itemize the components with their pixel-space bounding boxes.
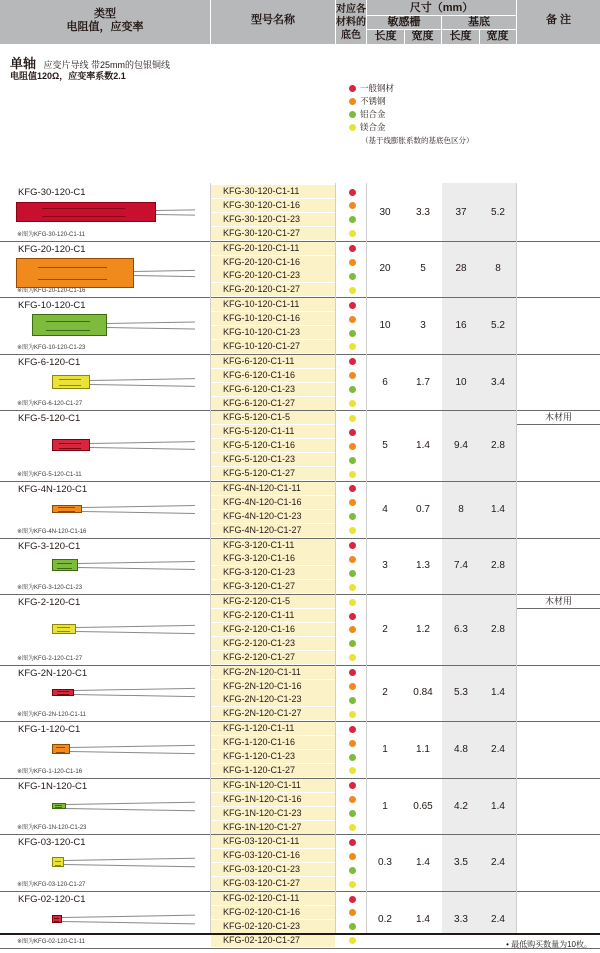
header-grid-length: 长度: [374, 30, 397, 42]
model-name: KFG-3-120-C1-27: [211, 580, 335, 593]
material-dot-icon: [349, 330, 356, 337]
header-divider: [366, 0, 367, 44]
dimension-grid-length: 2: [382, 623, 388, 635]
strain-gauge-image: [52, 803, 66, 809]
lead-wire: [76, 625, 195, 628]
model-name: KFG-3-120-C1-11: [211, 539, 335, 552]
group-name: KFG-30-120-C1: [18, 187, 86, 198]
material-dot-icon: [349, 386, 356, 393]
material-dot-icon: [349, 400, 356, 407]
dimension-grid-length: 10: [379, 320, 391, 331]
material-dot-icon: [349, 287, 356, 294]
column-divider: [210, 183, 211, 933]
dimension-base-length: 10: [455, 376, 467, 388]
dimension-grid-width: 1.3: [416, 560, 430, 572]
lead-wire: [64, 864, 195, 867]
legend-label: 一般钢材: [360, 83, 395, 93]
group-name: KFG-5-120-C1: [18, 413, 81, 425]
group-image-note: ※图为KFG-1N-120-C1-23: [17, 825, 87, 832]
header-divider: [335, 0, 336, 44]
dimension-grid-width: 0.7: [416, 503, 430, 515]
header-remark: 备 注: [545, 13, 572, 26]
model-name: KFG-5-120-C1-23: [211, 453, 335, 466]
model-name: KFG-03-120-C1-23: [211, 863, 335, 876]
dimension-base-length: 9.4: [454, 440, 468, 452]
dimension-base-length: 16: [455, 320, 467, 331]
model-name: KFG-6-120-C1-16: [211, 369, 335, 382]
material-dot-icon: [349, 599, 356, 606]
model-name: KFG-4N-120-C1-23: [211, 510, 335, 523]
material-dot-icon: [349, 683, 356, 690]
gauge-grid-pattern: [38, 267, 108, 280]
strain-gauge-image: [52, 689, 74, 696]
material-dot-icon: [349, 302, 356, 309]
header-divider: [404, 29, 405, 44]
model-name: KFG-5-120-C1-5: [211, 411, 335, 424]
gauge-grid-pattern: [57, 563, 71, 569]
legend-dot-icon: [349, 85, 356, 92]
model-name: KFG-20-120-C1-27: [211, 283, 335, 296]
strain-gauge-image: [52, 857, 64, 867]
intro-title: 单轴: [10, 56, 37, 71]
material-dot-icon: [349, 896, 356, 903]
material-dot-icon: [349, 443, 356, 450]
header-divider: [210, 0, 211, 44]
dimension-base-width: 1.4: [491, 503, 505, 515]
material-dot-icon: [349, 513, 356, 520]
footer-rule: [0, 933, 600, 935]
material-dot-icon: [349, 754, 356, 761]
lead-wire: [90, 441, 195, 444]
lead-wire: [107, 327, 195, 330]
dimension-grid-width: 3.3: [416, 206, 430, 218]
group-image-note: ※图为KFG-2N-120-C1-11: [17, 712, 86, 719]
material-dot-icon: [349, 358, 356, 365]
material-dot-icon: [349, 259, 356, 266]
group-image-note: ※图为KFG-20-120-C1-16: [17, 288, 86, 295]
lead-wire: [66, 801, 195, 804]
gauge-grid-pattern: [57, 627, 70, 632]
model-name: KFG-02-120-C1-16: [211, 906, 335, 919]
dimension-base-width: 3.4: [491, 376, 505, 388]
header-base-width: 宽度: [486, 30, 509, 42]
model-name: KFG-1N-120-C1-27: [211, 821, 335, 834]
lead-wire: [62, 914, 195, 917]
intro-subtitle: 应变片导线 带25mm的包银铜线: [43, 60, 170, 70]
model-name: KFG-30-120-C1-16: [211, 199, 335, 212]
strain-gauge-image: [52, 915, 62, 923]
lead-wire: [70, 745, 195, 748]
lead-wire: [82, 511, 195, 514]
model-name: KFG-4N-120-C1-11: [211, 482, 335, 495]
material-dot-icon: [349, 881, 356, 888]
material-dot-icon: [349, 457, 356, 464]
gauge-grid-pattern: [46, 321, 90, 331]
group-name: KFG-02-120-C1: [18, 894, 86, 905]
gauge-grid-pattern: [42, 208, 125, 217]
dimension-base-width: 8: [495, 263, 501, 275]
gauge-grid-pattern: [59, 379, 81, 386]
group-name: KFG-1N-120-C1: [18, 780, 88, 792]
model-name: KFG-5-120-C1-27: [211, 467, 335, 480]
strain-gauge-image: [16, 258, 134, 288]
material-dot-icon: [349, 471, 356, 478]
model-name: KFG-2-120-C1-5: [211, 595, 335, 608]
model-name: KFG-2-120-C1-16: [211, 623, 335, 636]
lead-wire: [134, 275, 195, 277]
group-name: KFG-2N-120-C1: [18, 667, 88, 679]
material-dot-icon: [349, 372, 356, 379]
model-name: KFG-1-120-C1-11: [211, 722, 335, 735]
model-name: KFG-6-120-C1-11: [211, 355, 335, 368]
model-name: KFG-02-120-C1-23: [211, 920, 335, 933]
gauge-grid-pattern: [54, 918, 59, 922]
dimension-grid-width: 1.2: [416, 623, 430, 635]
lead-wire: [82, 505, 195, 508]
model-name: KFG-5-120-C1-11: [211, 425, 335, 438]
dimension-grid-length: 6: [382, 376, 388, 388]
material-dot-icon: [349, 527, 356, 534]
strain-gauge-image: [16, 202, 156, 222]
dimension-grid-width: 1.4: [416, 440, 430, 452]
header-type: [0, 4, 210, 38]
dimension-base-width: 5.2: [491, 206, 505, 218]
dimension-grid-length: 20: [379, 263, 391, 275]
group-image-note: ※图为KFG-5-120-C1-11: [17, 471, 82, 478]
lead-wire: [134, 270, 195, 272]
material-dot-icon: [349, 669, 356, 676]
header-divider: [479, 29, 480, 44]
dimension-base-width: 2.4: [491, 913, 505, 925]
model-name: KFG-03-120-C1-11: [211, 835, 335, 848]
model-name: KFG-30-120-C1-23: [211, 213, 335, 226]
group-image-note: ※图为KFG-1-120-C1-16: [17, 768, 83, 775]
group-name: KFG-2-120-C1: [18, 597, 81, 609]
strain-gauge-image: [52, 624, 76, 634]
model-name: KFG-1-120-C1-23: [211, 750, 335, 763]
legend-dot-icon: [349, 98, 356, 105]
material-dot-icon: [349, 740, 356, 747]
material-dot-icon: [349, 216, 356, 223]
legend-dot-icon: [349, 124, 356, 131]
group-name: KFG-4N-120-C1: [18, 483, 88, 495]
header-divider: [516, 0, 517, 44]
material-dot-icon: [349, 726, 356, 733]
dimension-grid-width: 1.4: [416, 857, 430, 869]
dimension-grid-length: 0.2: [378, 913, 392, 925]
dimension-grid-width: 1.1: [416, 744, 430, 755]
material-dot-icon: [349, 853, 356, 860]
material-dot-icon: [349, 230, 356, 237]
strain-gauge-image: [52, 375, 90, 389]
header-divider: [367, 15, 516, 16]
column-divider: [335, 183, 336, 933]
gauge-grid-pattern: [59, 443, 81, 449]
material-dot-icon: [349, 767, 356, 774]
material-dot-icon: [349, 273, 356, 280]
model-name: KFG-20-120-C1-11: [211, 242, 335, 255]
dimension-grid-width: 0.65: [413, 800, 433, 812]
dimension-base-length: 28: [455, 263, 467, 275]
model-name: KFG-30-120-C1-11: [211, 185, 335, 198]
intro-spec: 电阻值120Ω，应变率系数2.1: [10, 71, 126, 81]
dimension-base-length: 3.3: [454, 913, 468, 925]
material-dot-icon: [349, 796, 356, 803]
model-name: KFG-03-120-C1-16: [211, 849, 335, 862]
lead-wire: [66, 808, 195, 811]
model-name: KFG-10-120-C1-23: [211, 326, 335, 339]
material-dot-icon: [349, 429, 356, 436]
material-dot-icon: [349, 202, 356, 209]
lead-wire: [64, 858, 195, 861]
material-dot-icon: [349, 923, 356, 930]
material-dot-icon: [349, 613, 356, 620]
model-name: KFG-3-120-C1-23: [211, 566, 335, 579]
dimension-base-width: 1.4: [491, 800, 505, 812]
material-dot-icon: [349, 245, 356, 252]
dimension-grid-width: 1.7: [416, 376, 430, 388]
dimension-base-width: 1.4: [491, 687, 505, 699]
lead-wire: [74, 694, 195, 697]
model-name: KFG-2-120-C1-11: [211, 609, 335, 622]
dimension-base-width: 2.8: [491, 440, 505, 452]
material-dot-icon: [349, 485, 356, 492]
model-name: KFG-10-120-C1-16: [211, 312, 335, 325]
dimension-base-length: 37: [455, 206, 467, 218]
dimension-base-length: 7.4: [454, 560, 468, 572]
model-name: KFG-2N-120-C1-11: [211, 666, 335, 679]
header-grid: 敏感栅: [387, 16, 421, 28]
strain-gauge-image: [52, 559, 78, 571]
group-image-note: ※图为KFG-2-120-C1-27: [17, 655, 83, 662]
model-name: KFG-1N-120-C1-23: [211, 807, 335, 820]
legend-label: 铝合金: [360, 109, 386, 119]
dimension-grid-length: 1: [382, 800, 388, 812]
group-image-note: ※图为KFG-6-120-C1-27: [17, 401, 83, 408]
header-type-sub: 电阻值，应变率: [66, 21, 144, 33]
legend-note: （基于线膨胀系数的基底色区分）: [361, 136, 474, 145]
group-name: KFG-10-120-C1: [18, 300, 86, 312]
dimension-grid-length: 0.3: [378, 857, 392, 869]
model-name: KFG-4N-120-C1-27: [211, 524, 335, 537]
material-dot-icon: [349, 626, 356, 633]
material-dot-icon: [349, 711, 356, 718]
dimension-grid-length: 2: [382, 687, 388, 699]
lead-wire: [78, 567, 195, 570]
dimension-base-width: 2.8: [491, 560, 505, 572]
group-image-note: ※图为KFG-30-120-C1-11: [17, 231, 85, 238]
material-dot-icon: [349, 810, 356, 817]
group-image-note: ※图为KFG-03-120-C1-27: [17, 882, 86, 888]
gauge-grid-pattern: [57, 691, 69, 695]
group-name: KFG-3-120-C1: [18, 540, 81, 552]
material-dot-icon: [349, 697, 356, 704]
footer-note: • 最低购买数量为10枚。: [506, 940, 592, 949]
header-model: 型号名称: [251, 13, 295, 26]
lead-wire: [74, 688, 195, 691]
model-name: KFG-3-120-C1-16: [211, 552, 335, 565]
strain-gauge-image: [52, 439, 90, 451]
legend-dot-icon: [349, 111, 356, 118]
model-name: KFG-10-120-C1-27: [211, 340, 335, 353]
dimension-grid-length: 30: [379, 206, 391, 218]
model-name: KFG-02-120-C1-27: [211, 934, 335, 947]
group-image-note: ※图为KFG-10-120-C1-23: [17, 344, 86, 351]
header-base-length: 长度: [449, 30, 472, 42]
group-name: KFG-03-120-C1: [18, 837, 86, 849]
model-name: KFG-1-120-C1-27: [211, 764, 335, 777]
lead-wire: [90, 384, 195, 387]
model-name: KFG-2N-120-C1-23: [211, 693, 335, 706]
model-name: KFG-1N-120-C1-16: [211, 793, 335, 806]
lead-wire: [107, 322, 195, 325]
dimension-base-width: 2.4: [491, 857, 505, 869]
model-name: KFG-1N-120-C1-11: [211, 779, 335, 792]
model-name: KFG-1-120-C1-16: [211, 736, 335, 749]
column-divider: [516, 183, 517, 933]
material-dot-icon: [349, 343, 356, 350]
model-name: KFG-6-120-C1-27: [211, 397, 335, 410]
dimension-grid-length: 5: [382, 440, 388, 452]
lead-wire: [76, 631, 195, 634]
gauge-grid-pattern: [55, 805, 62, 809]
model-name: KFG-2N-120-C1-27: [211, 707, 335, 720]
legend-label: 不锈钢: [360, 96, 386, 106]
material-dot-icon: [349, 415, 356, 422]
group-image-note: ※图为KFG-3-120-C1-23: [17, 585, 83, 592]
material-dot-icon: [349, 654, 356, 661]
material-legend: [347, 80, 547, 150]
lead-wire: [70, 751, 195, 754]
strain-gauge-image: [52, 505, 82, 513]
material-dot-icon: [349, 316, 356, 323]
gauge-grid-pattern: [58, 507, 75, 511]
model-name: KFG-2N-120-C1-16: [211, 680, 335, 693]
dimension-grid-length: 4: [382, 503, 388, 515]
material-dot-icon: [349, 909, 356, 916]
dimension-base-width: 2.8: [491, 623, 505, 635]
group-image-note: ※图为KFG-02-120-C1-11: [17, 938, 85, 945]
material-dot-icon: [349, 937, 356, 944]
model-name: KFG-10-120-C1-11: [211, 298, 335, 311]
dimension-base-width: 5.2: [491, 320, 505, 331]
header-base: 基底: [468, 16, 490, 28]
model-name: KFG-20-120-C1-16: [211, 256, 335, 269]
material-dot-icon: [349, 556, 356, 563]
model-name: KFG-2-120-C1-27: [211, 651, 335, 664]
group-image-note: ※图为KFG-4N-120-C1-16: [17, 528, 87, 535]
legend-label: 镁合金: [360, 122, 386, 132]
dimension-base-length: 4.2: [454, 800, 468, 812]
group-name: KFG-1-120-C1: [18, 724, 81, 736]
model-name: KFG-4N-120-C1-16: [211, 496, 335, 509]
header-size: 尺寸（mm）: [409, 1, 474, 14]
column-divider: [366, 183, 367, 933]
header-material: 对应各材料的底色: [336, 3, 366, 41]
remark-text: 木材用: [517, 411, 600, 425]
header-grid-width: 宽度: [411, 30, 434, 42]
model-name: KFG-2-120-C1-23: [211, 637, 335, 650]
group-name: KFG-20-120-C1: [18, 243, 86, 255]
lead-wire: [90, 447, 195, 450]
material-dot-icon: [349, 839, 356, 846]
dimension-grid-length: 1: [382, 744, 388, 755]
model-name: KFG-30-120-C1-27: [211, 227, 335, 240]
model-name: KFG-03-120-C1-27: [211, 877, 335, 890]
model-name: KFG-02-120-C1-11: [211, 892, 335, 905]
strain-gauge-image: [32, 314, 107, 336]
model-name: KFG-5-120-C1-16: [211, 439, 335, 452]
dimension-grid-width: 0.84: [413, 687, 433, 699]
group-name: KFG-6-120-C1: [18, 356, 81, 368]
dimension-grid-width: 1.4: [416, 913, 430, 925]
lead-wire: [78, 561, 195, 564]
material-dot-icon: [349, 542, 356, 549]
lead-wire: [90, 378, 195, 381]
lead-wire: [156, 209, 195, 211]
gauge-grid-pattern: [56, 747, 66, 752]
material-dot-icon: [349, 640, 356, 647]
lead-wire: [62, 921, 195, 924]
dimension-grid-length: 3: [382, 560, 388, 572]
gauge-grid-pattern: [55, 861, 61, 866]
material-dot-icon: [349, 189, 356, 196]
material-dot-icon: [349, 867, 356, 874]
header-type-label: 类型: [94, 8, 116, 20]
model-name: KFG-6-120-C1-23: [211, 383, 335, 396]
strain-gauge-image: [52, 744, 70, 754]
dimension-base-length: 5.3: [454, 687, 468, 699]
dimension-grid-width: 3: [420, 320, 426, 331]
remark-text: 木材用: [517, 595, 600, 609]
dimension-grid-width: 5: [420, 263, 426, 275]
dimension-base-length: 4.8: [454, 744, 468, 755]
dimension-base-width: 2.4: [491, 744, 505, 755]
material-dot-icon: [349, 584, 356, 591]
header-divider: [367, 29, 516, 30]
material-dot-icon: [349, 824, 356, 831]
dimension-base-length: 8: [458, 503, 464, 515]
material-dot-icon: [349, 570, 356, 577]
dimension-base-length: 3.5: [454, 857, 468, 869]
material-dot-icon: [349, 499, 356, 506]
dimension-base-length: 6.3: [454, 623, 468, 635]
model-name: KFG-20-120-C1-23: [211, 269, 335, 282]
material-dot-icon: [349, 782, 356, 789]
lead-wire: [156, 214, 195, 216]
base-column-shade: [442, 183, 516, 933]
